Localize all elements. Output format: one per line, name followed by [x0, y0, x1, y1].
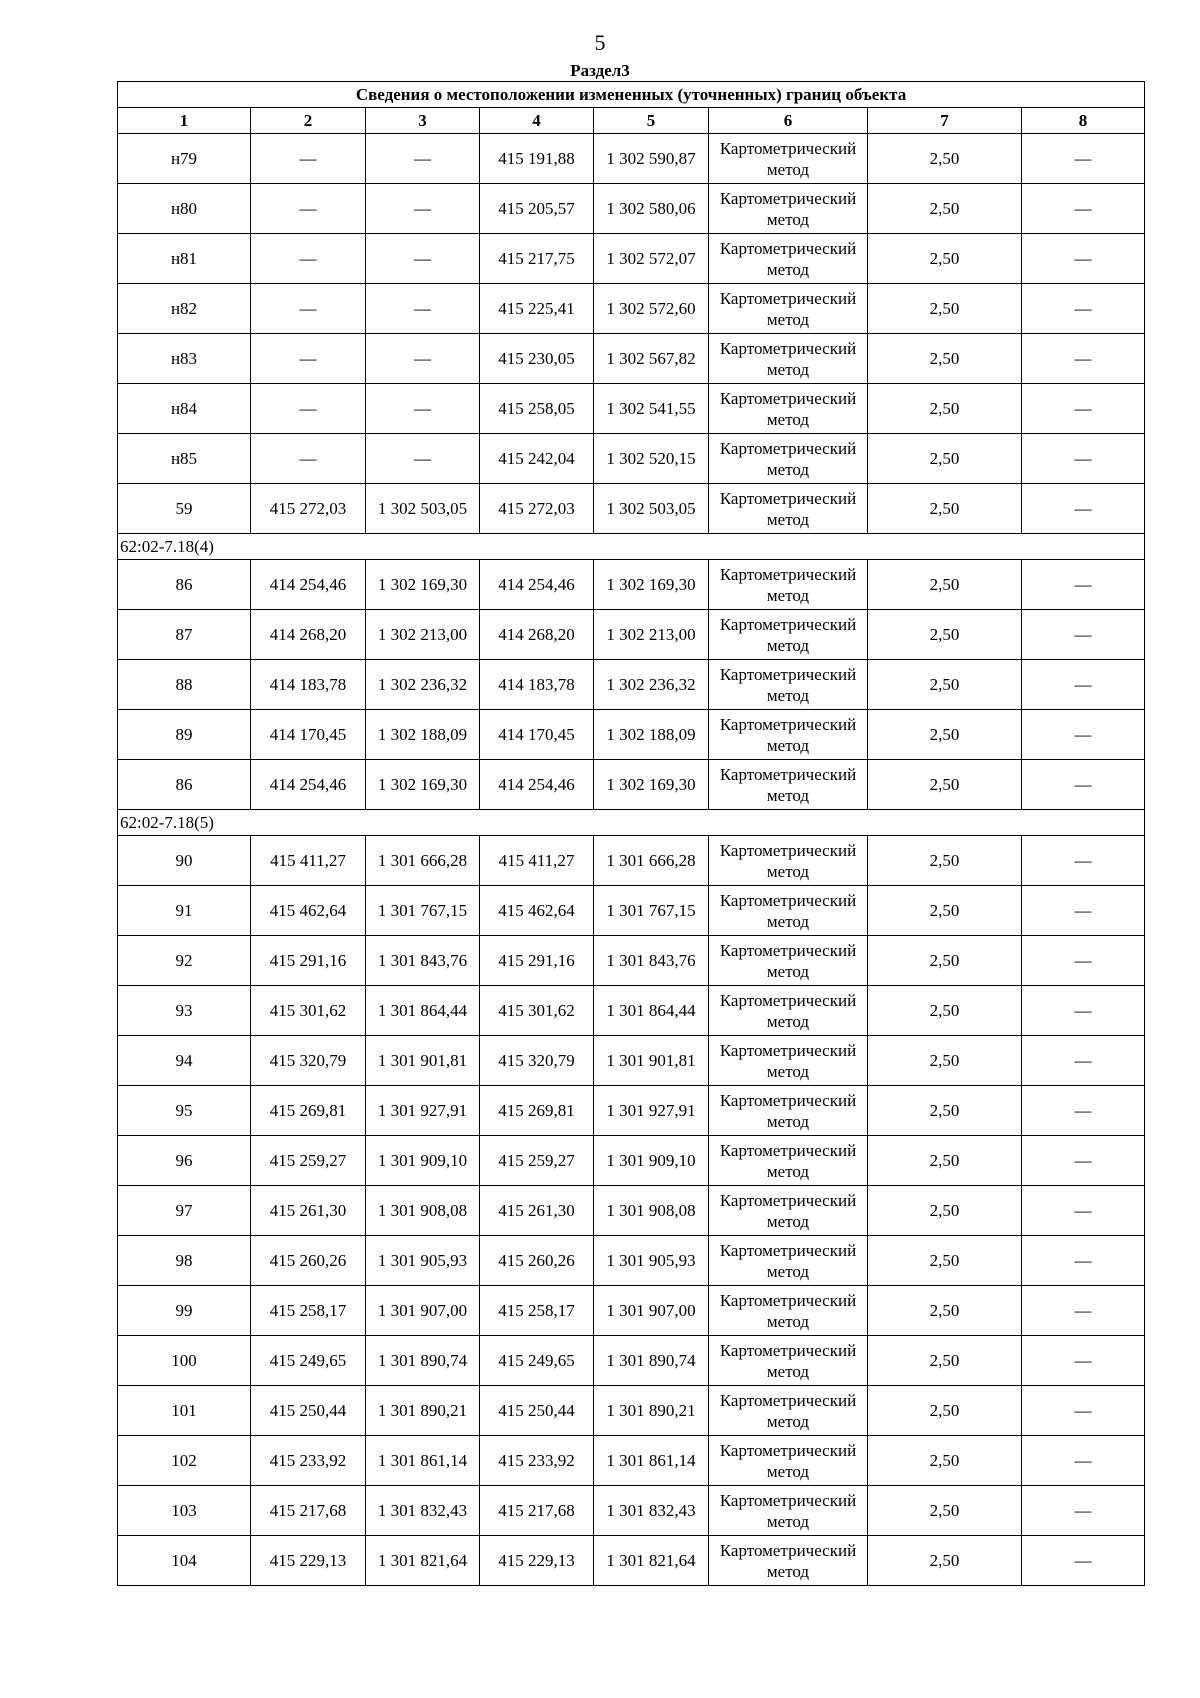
old-x-cell: 415 291,16 — [251, 936, 366, 986]
table-row — [118, 760, 1145, 810]
description-cell: — — [1022, 284, 1145, 334]
point-number-cell: 103 — [118, 1486, 251, 1536]
new-y-cell: 1 302 580,06 — [594, 184, 709, 234]
column-header: 4 — [480, 108, 594, 134]
parcel-group-row — [118, 534, 1145, 560]
old-y-cell: 1 301 901,81 — [366, 1036, 480, 1086]
new-y-cell: 1 302 169,30 — [594, 760, 709, 810]
point-number-cell: н83 — [118, 334, 251, 384]
old-y-cell: 1 301 927,91 — [366, 1086, 480, 1136]
new-x-cell: 415 225,41 — [480, 284, 594, 334]
table-row — [118, 1136, 1145, 1186]
new-x-cell: 414 254,46 — [480, 760, 594, 810]
method-cell: Картометрический метод — [709, 1386, 868, 1436]
description-cell: — — [1022, 560, 1145, 610]
method-cell: Картометрический метод — [709, 234, 868, 284]
description-cell: — — [1022, 134, 1145, 184]
accuracy-cell: 2,50 — [868, 1536, 1022, 1586]
parcel-group-label: 62:02-7.18(5) — [118, 810, 1145, 836]
old-y-cell: — — [366, 334, 480, 384]
old-x-cell: — — [251, 334, 366, 384]
description-cell: — — [1022, 1136, 1145, 1186]
accuracy-cell: 2,50 — [868, 936, 1022, 986]
table-row — [118, 886, 1145, 936]
description-cell: — — [1022, 1386, 1145, 1436]
old-y-cell: — — [366, 434, 480, 484]
table-title: Сведения о местоположении измененных (уточненных) границ объекта — [118, 82, 1145, 108]
old-x-cell: 414 254,46 — [251, 560, 366, 610]
accuracy-cell: 2,50 — [868, 384, 1022, 434]
method-cell: Картометрический метод — [709, 886, 868, 936]
description-cell: — — [1022, 936, 1145, 986]
new-x-cell: 414 268,20 — [480, 610, 594, 660]
point-number-cell: 94 — [118, 1036, 251, 1086]
table-row — [118, 710, 1145, 760]
new-x-cell: 415 320,79 — [480, 1036, 594, 1086]
new-y-cell: 1 301 666,28 — [594, 836, 709, 886]
accuracy-cell: 2,50 — [868, 1486, 1022, 1536]
method-cell: Картометрический метод — [709, 284, 868, 334]
accuracy-cell: 2,50 — [868, 1186, 1022, 1236]
old-y-cell: 1 301 666,28 — [366, 836, 480, 886]
table-row — [118, 1036, 1145, 1086]
point-number-cell: 102 — [118, 1436, 251, 1486]
old-y-cell: 1 302 188,09 — [366, 710, 480, 760]
old-y-cell: 1 301 890,74 — [366, 1336, 480, 1386]
new-y-cell: 1 301 861,14 — [594, 1436, 709, 1486]
table-row — [118, 334, 1145, 384]
old-x-cell: 415 462,64 — [251, 886, 366, 936]
new-y-cell: 1 302 590,87 — [594, 134, 709, 184]
new-x-cell: 415 258,17 — [480, 1286, 594, 1336]
old-x-cell: 415 320,79 — [251, 1036, 366, 1086]
old-x-cell: — — [251, 184, 366, 234]
method-cell: Картометрический метод — [709, 1436, 868, 1486]
accuracy-cell: 2,50 — [868, 560, 1022, 610]
accuracy-cell: 2,50 — [868, 1436, 1022, 1486]
old-y-cell: 1 301 909,10 — [366, 1136, 480, 1186]
new-x-cell: 415 217,75 — [480, 234, 594, 284]
old-y-cell: 1 301 864,44 — [366, 986, 480, 1036]
new-y-cell: 1 301 909,10 — [594, 1136, 709, 1186]
method-cell: Картометрический метод — [709, 1536, 868, 1586]
old-x-cell: 415 233,92 — [251, 1436, 366, 1486]
boundary-coordinates-table — [117, 81, 1145, 1586]
point-number-cell: н81 — [118, 234, 251, 284]
point-number-cell: 90 — [118, 836, 251, 886]
old-y-cell: 1 301 821,64 — [366, 1536, 480, 1586]
old-x-cell: 414 254,46 — [251, 760, 366, 810]
new-y-cell: 1 301 905,93 — [594, 1236, 709, 1286]
new-y-cell: 1 302 188,09 — [594, 710, 709, 760]
old-y-cell: 1 301 908,08 — [366, 1186, 480, 1236]
table-row — [118, 1336, 1145, 1386]
new-y-cell: 1 301 890,74 — [594, 1336, 709, 1386]
old-y-cell: 1 302 169,30 — [366, 560, 480, 610]
new-x-cell: 415 411,27 — [480, 836, 594, 886]
accuracy-cell: 2,50 — [868, 886, 1022, 936]
point-number-cell: 99 — [118, 1286, 251, 1336]
accuracy-cell: 2,50 — [868, 284, 1022, 334]
method-cell: Картометрический метод — [709, 660, 868, 710]
accuracy-cell: 2,50 — [868, 434, 1022, 484]
table-row — [118, 1236, 1145, 1286]
description-cell: — — [1022, 886, 1145, 936]
new-y-cell: 1 301 890,21 — [594, 1386, 709, 1436]
table-row — [118, 1286, 1145, 1336]
description-cell: — — [1022, 1436, 1145, 1486]
column-header: 2 — [251, 108, 366, 134]
new-x-cell: 415 250,44 — [480, 1386, 594, 1436]
new-x-cell: 415 230,05 — [480, 334, 594, 384]
table-row — [118, 610, 1145, 660]
new-x-cell: 415 242,04 — [480, 434, 594, 484]
old-x-cell: 415 229,13 — [251, 1536, 366, 1586]
point-number-cell: н84 — [118, 384, 251, 434]
old-y-cell: 1 301 767,15 — [366, 886, 480, 936]
description-cell: — — [1022, 1186, 1145, 1236]
old-x-cell: 415 258,17 — [251, 1286, 366, 1336]
old-x-cell: 415 250,44 — [251, 1386, 366, 1436]
new-x-cell: 415 291,16 — [480, 936, 594, 986]
accuracy-cell: 2,50 — [868, 134, 1022, 184]
point-number-cell: 88 — [118, 660, 251, 710]
old-x-cell: 414 268,20 — [251, 610, 366, 660]
page-number: 5 — [594, 30, 606, 55]
new-y-cell: 1 302 236,32 — [594, 660, 709, 710]
new-x-cell: 415 249,65 — [480, 1336, 594, 1386]
description-cell: — — [1022, 1036, 1145, 1086]
new-x-cell: 415 258,05 — [480, 384, 594, 434]
new-y-cell: 1 302 567,82 — [594, 334, 709, 384]
method-cell: Картометрический метод — [709, 1186, 868, 1236]
old-x-cell: 415 249,65 — [251, 1336, 366, 1386]
description-cell: — — [1022, 760, 1145, 810]
description-cell: — — [1022, 1086, 1145, 1136]
accuracy-cell: 2,50 — [868, 710, 1022, 760]
table-row — [118, 384, 1145, 434]
column-header: 5 — [594, 108, 709, 134]
new-x-cell: 415 272,03 — [480, 484, 594, 534]
new-x-cell: 415 301,62 — [480, 986, 594, 1036]
new-y-cell: 1 302 213,00 — [594, 610, 709, 660]
point-number-cell: 89 — [118, 710, 251, 760]
description-cell: — — [1022, 484, 1145, 534]
method-cell: Картометрический метод — [709, 836, 868, 886]
old-y-cell: — — [366, 134, 480, 184]
new-x-cell: 415 462,64 — [480, 886, 594, 936]
new-y-cell: 1 301 864,44 — [594, 986, 709, 1036]
table-row — [118, 434, 1145, 484]
point-number-cell: 93 — [118, 986, 251, 1036]
method-cell: Картометрический метод — [709, 134, 868, 184]
method-cell: Картометрический метод — [709, 384, 868, 434]
accuracy-cell: 2,50 — [868, 760, 1022, 810]
method-cell: Картометрический метод — [709, 710, 868, 760]
accuracy-cell: 2,50 — [868, 1086, 1022, 1136]
table-row — [118, 936, 1145, 986]
point-number-cell: 96 — [118, 1136, 251, 1186]
table-row — [118, 1436, 1145, 1486]
new-x-cell: 415 261,30 — [480, 1186, 594, 1236]
new-x-cell: 415 233,92 — [480, 1436, 594, 1486]
old-x-cell: 415 260,26 — [251, 1236, 366, 1286]
old-y-cell: 1 302 213,00 — [366, 610, 480, 660]
accuracy-cell: 2,50 — [868, 660, 1022, 710]
accuracy-cell: 2,50 — [868, 234, 1022, 284]
method-cell: Картометрический метод — [709, 434, 868, 484]
old-x-cell: — — [251, 284, 366, 334]
new-y-cell: 1 301 832,43 — [594, 1486, 709, 1536]
description-cell: — — [1022, 384, 1145, 434]
description-cell: — — [1022, 1286, 1145, 1336]
old-x-cell: 415 261,30 — [251, 1186, 366, 1236]
section-title: Раздел3 — [570, 61, 630, 80]
method-cell: Картометрический метод — [709, 1336, 868, 1386]
new-y-cell: 1 302 541,55 — [594, 384, 709, 434]
point-number-cell: 59 — [118, 484, 251, 534]
point-number-cell: 91 — [118, 886, 251, 936]
point-number-cell: 86 — [118, 560, 251, 610]
new-x-cell: 415 217,68 — [480, 1486, 594, 1536]
accuracy-cell: 2,50 — [868, 1236, 1022, 1286]
old-y-cell: 1 301 832,43 — [366, 1486, 480, 1536]
table-row — [118, 134, 1145, 184]
description-cell: — — [1022, 1486, 1145, 1536]
point-number-cell: 98 — [118, 1236, 251, 1286]
old-y-cell: — — [366, 184, 480, 234]
old-x-cell: 415 269,81 — [251, 1086, 366, 1136]
point-number-cell: н80 — [118, 184, 251, 234]
old-x-cell: — — [251, 384, 366, 434]
table-row — [118, 284, 1145, 334]
point-number-cell: н79 — [118, 134, 251, 184]
new-y-cell: 1 301 927,91 — [594, 1086, 709, 1136]
method-cell: Картометрический метод — [709, 986, 868, 1036]
new-y-cell: 1 302 572,60 — [594, 284, 709, 334]
new-x-cell: 414 254,46 — [480, 560, 594, 610]
new-x-cell: 415 260,26 — [480, 1236, 594, 1286]
table-row — [118, 560, 1145, 610]
new-y-cell: 1 301 821,64 — [594, 1536, 709, 1586]
table-row — [118, 1386, 1145, 1436]
old-y-cell: 1 301 843,76 — [366, 936, 480, 986]
accuracy-cell: 2,50 — [868, 1036, 1022, 1086]
method-cell: Картометрический метод — [709, 610, 868, 660]
old-x-cell: 414 183,78 — [251, 660, 366, 710]
description-cell: — — [1022, 234, 1145, 284]
old-x-cell: 415 272,03 — [251, 484, 366, 534]
table-row — [118, 1536, 1145, 1586]
accuracy-cell: 2,50 — [868, 610, 1022, 660]
table-row — [118, 986, 1145, 1036]
description-cell: — — [1022, 1536, 1145, 1586]
point-number-cell: н82 — [118, 284, 251, 334]
accuracy-cell: 2,50 — [868, 1336, 1022, 1386]
accuracy-cell: 2,50 — [868, 986, 1022, 1036]
table-row — [118, 1186, 1145, 1236]
method-cell: Картометрический метод — [709, 1086, 868, 1136]
old-x-cell: 415 217,68 — [251, 1486, 366, 1536]
point-number-cell: 104 — [118, 1536, 251, 1586]
new-y-cell: 1 301 843,76 — [594, 936, 709, 986]
old-x-cell: 415 411,27 — [251, 836, 366, 886]
new-x-cell: 415 269,81 — [480, 1086, 594, 1136]
description-cell: — — [1022, 184, 1145, 234]
new-y-cell: 1 302 520,15 — [594, 434, 709, 484]
method-cell: Картометрический метод — [709, 484, 868, 534]
description-cell: — — [1022, 986, 1145, 1036]
method-cell: Картометрический метод — [709, 936, 868, 986]
old-x-cell: — — [251, 134, 366, 184]
point-number-cell: 100 — [118, 1336, 251, 1386]
column-header: 6 — [709, 108, 868, 134]
old-x-cell: — — [251, 234, 366, 284]
new-x-cell: 414 170,45 — [480, 710, 594, 760]
accuracy-cell: 2,50 — [868, 1136, 1022, 1186]
point-number-cell: 95 — [118, 1086, 251, 1136]
old-x-cell: 415 259,27 — [251, 1136, 366, 1186]
table-row — [118, 836, 1145, 886]
new-y-cell: 1 302 169,30 — [594, 560, 709, 610]
old-y-cell: 1 302 169,30 — [366, 760, 480, 810]
new-y-cell: 1 301 767,15 — [594, 886, 709, 936]
old-x-cell: 415 301,62 — [251, 986, 366, 1036]
column-header: 3 — [366, 108, 480, 134]
point-number-cell: н85 — [118, 434, 251, 484]
old-x-cell: 414 170,45 — [251, 710, 366, 760]
table-row — [118, 484, 1145, 534]
new-x-cell: 415 191,88 — [480, 134, 594, 184]
table-row — [118, 660, 1145, 710]
point-number-cell: 101 — [118, 1386, 251, 1436]
table-body — [118, 134, 1145, 1586]
description-cell: — — [1022, 610, 1145, 660]
description-cell: — — [1022, 1336, 1145, 1386]
old-y-cell: 1 301 890,21 — [366, 1386, 480, 1436]
old-y-cell: — — [366, 384, 480, 434]
accuracy-cell: 2,50 — [868, 184, 1022, 234]
method-cell: Картометрический метод — [709, 760, 868, 810]
method-cell: Картометрический метод — [709, 334, 868, 384]
new-x-cell: 415 259,27 — [480, 1136, 594, 1186]
description-cell: — — [1022, 434, 1145, 484]
column-header: 7 — [868, 108, 1022, 134]
old-y-cell: — — [366, 284, 480, 334]
table-row — [118, 1486, 1145, 1536]
old-y-cell: 1 301 905,93 — [366, 1236, 480, 1286]
method-cell: Картометрический метод — [709, 1486, 868, 1536]
old-y-cell: 1 301 861,14 — [366, 1436, 480, 1486]
point-number-cell: 87 — [118, 610, 251, 660]
method-cell: Картометрический метод — [709, 560, 868, 610]
point-number-cell: 86 — [118, 760, 251, 810]
table-row — [118, 234, 1145, 284]
accuracy-cell: 2,50 — [868, 836, 1022, 886]
point-number-cell: 97 — [118, 1186, 251, 1236]
description-cell: — — [1022, 710, 1145, 760]
description-cell: — — [1022, 334, 1145, 384]
method-cell: Картометрический метод — [709, 1286, 868, 1336]
parcel-group-row — [118, 810, 1145, 836]
accuracy-cell: 2,50 — [868, 1286, 1022, 1336]
new-x-cell: 415 229,13 — [480, 1536, 594, 1586]
new-y-cell: 1 302 503,05 — [594, 484, 709, 534]
method-cell: Картометрический метод — [709, 1136, 868, 1186]
point-number-cell: 92 — [118, 936, 251, 986]
old-y-cell: — — [366, 234, 480, 284]
new-x-cell: 415 205,57 — [480, 184, 594, 234]
new-y-cell: 1 302 572,07 — [594, 234, 709, 284]
new-y-cell: 1 301 908,08 — [594, 1186, 709, 1236]
new-y-cell: 1 301 907,00 — [594, 1286, 709, 1336]
accuracy-cell: 2,50 — [868, 1386, 1022, 1436]
old-x-cell: — — [251, 434, 366, 484]
column-header: 1 — [118, 108, 251, 134]
method-cell: Картометрический метод — [709, 1236, 868, 1286]
method-cell: Картометрический метод — [709, 1036, 868, 1086]
column-header: 8 — [1022, 108, 1145, 134]
table-row — [118, 1086, 1145, 1136]
description-cell: — — [1022, 1236, 1145, 1286]
table-row — [118, 184, 1145, 234]
new-y-cell: 1 301 901,81 — [594, 1036, 709, 1086]
accuracy-cell: 2,50 — [868, 334, 1022, 384]
old-y-cell: 1 302 236,32 — [366, 660, 480, 710]
description-cell: — — [1022, 836, 1145, 886]
accuracy-cell: 2,50 — [868, 484, 1022, 534]
description-cell: — — [1022, 660, 1145, 710]
old-y-cell: 1 301 907,00 — [366, 1286, 480, 1336]
new-x-cell: 414 183,78 — [480, 660, 594, 710]
old-y-cell: 1 302 503,05 — [366, 484, 480, 534]
method-cell: Картометрический метод — [709, 184, 868, 234]
parcel-group-label: 62:02-7.18(4) — [118, 534, 1145, 560]
